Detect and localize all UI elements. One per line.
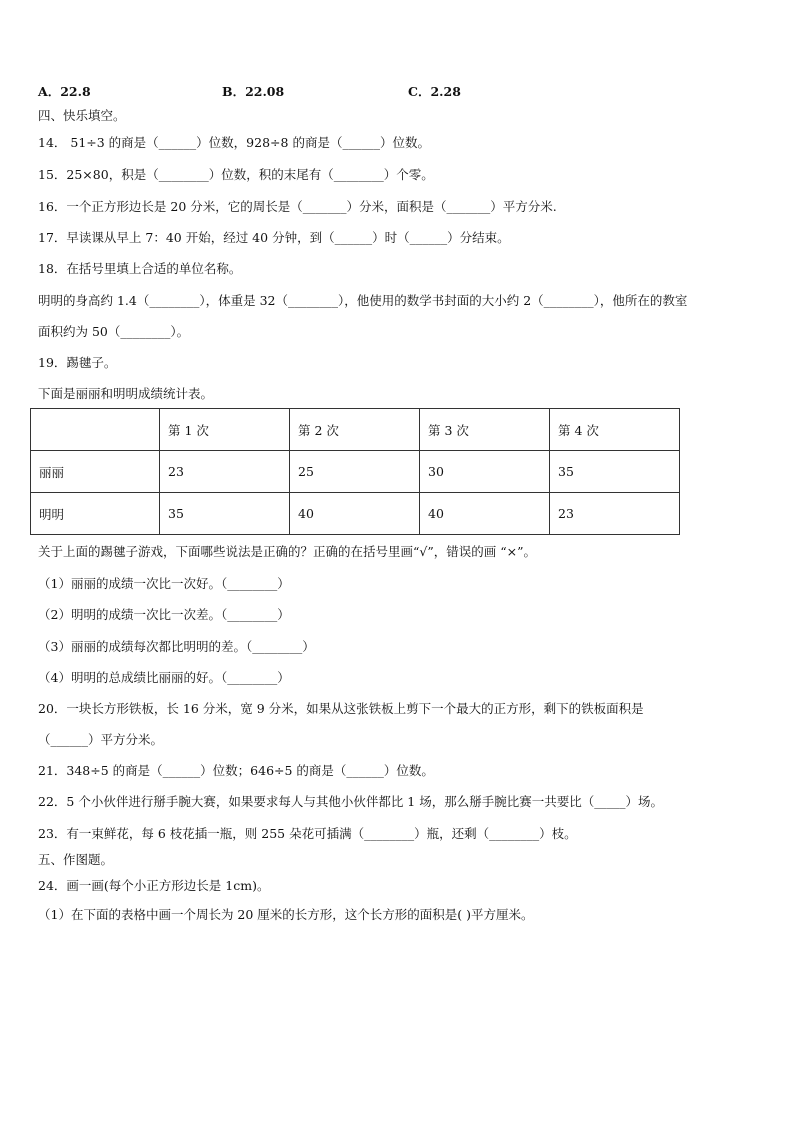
question-15: 15．25×80，积是（________）位数，积的末尾有（________）个零。 [38,167,434,182]
table-cell: 40 [290,493,420,535]
section-5-title: 五、作图题。 [38,852,114,867]
question-16: 16．一个正方形边长是 20 分米，它的周长是（_______）分米，面积是（_______）平方分米. [38,199,557,214]
question-24-title: 24．画一画(每个小正方形边长是 1cm)。 [38,878,270,893]
question-19-intro: 下面是丽丽和明明成绩统计表。 [38,386,214,401]
table-cell: 丽丽 [31,451,160,493]
question-19-title: 19．踢毽子。 [38,355,117,370]
question-18-line2: 面积约为 50（________）。 [38,324,190,339]
question-21: 21．348÷5 的商是（______）位数；646÷5 的商是（______）位数。 [38,763,434,778]
question-18-title: 18．在括号里填上合适的单位名称。 [38,261,242,276]
option-a: A．22.8 [38,84,91,99]
table-header-row [31,409,680,451]
table-cell: 30 [420,451,550,493]
question-20-line2: （______）平方分米。 [38,732,164,747]
table-cell: 23 [160,451,290,493]
option-c: C．2.28 [408,84,461,99]
question-23: 23．有一束鲜花，每 6 枝花插一瓶，则 255 朵花可插满（________）瓶，还剩（________）枝。 [38,826,577,841]
table-header-cell [31,409,160,451]
question-24-part1: （1）在下面的表格中画一个周长为 20 厘米的长方形，这个长方形的面积是( )平方厘米。 [38,907,534,922]
table-header-cell: 第 1 次 [160,409,290,451]
table-header-cell: 第 3 次 [420,409,550,451]
question-19-prompt: 关于上面的踢毽子游戏，下面哪些说法是正确的？正确的在括号里画“√”，错误的画 “×”。 [38,544,536,559]
table-row [31,493,680,535]
question-22: 22．5 个小伙伴进行掰手腕大赛，如果要求每人与其他小伙伴都比 1 场，那么掰手腕比赛一共要比（_____）场。 [38,794,663,809]
option-b: B．22.08 [222,84,285,99]
table-cell: 35 [160,493,290,535]
table-row [31,451,680,493]
question-19-item-2: （2）明明的成绩一次比一次差。（________） [38,607,290,622]
question-19-item-3: （3）丽丽的成绩每次都比明明的差。（________） [38,639,315,654]
table-cell: 40 [420,493,550,535]
table-cell: 35 [550,451,680,493]
question-20-line1: 20．一块长方形铁板，长 16 分米，宽 9 分米，如果从这张铁板上剪下一个最大的正方形，剩下的铁板面积是 [38,701,644,716]
table-cell: 25 [290,451,420,493]
question-19-item-1: （1）丽丽的成绩一次比一次好。（________） [38,576,290,591]
table-cell: 明明 [31,493,160,535]
question-19-item-4: （4）明明的总成绩比丽丽的好。（________） [38,670,290,685]
question-18-line1: 明明的身高约 1.4（________），体重是 32（________），他使用的数学书封面的大小约 2（________），他所在的教室 [38,293,688,308]
question-17: 17．早读课从早上 7：40 开始，经过 40 分钟，到（______）时（______）分结束。 [38,230,510,245]
table-header-cell: 第 2 次 [290,409,420,451]
table-cell: 23 [550,493,680,535]
score-table [30,408,680,535]
table-header-cell: 第 4 次 [550,409,680,451]
section-4-title: 四、快乐填空。 [38,108,126,123]
question-14: 14． 51÷3 的商是（______）位数，928÷8 的商是（______）位数。 [38,135,430,150]
